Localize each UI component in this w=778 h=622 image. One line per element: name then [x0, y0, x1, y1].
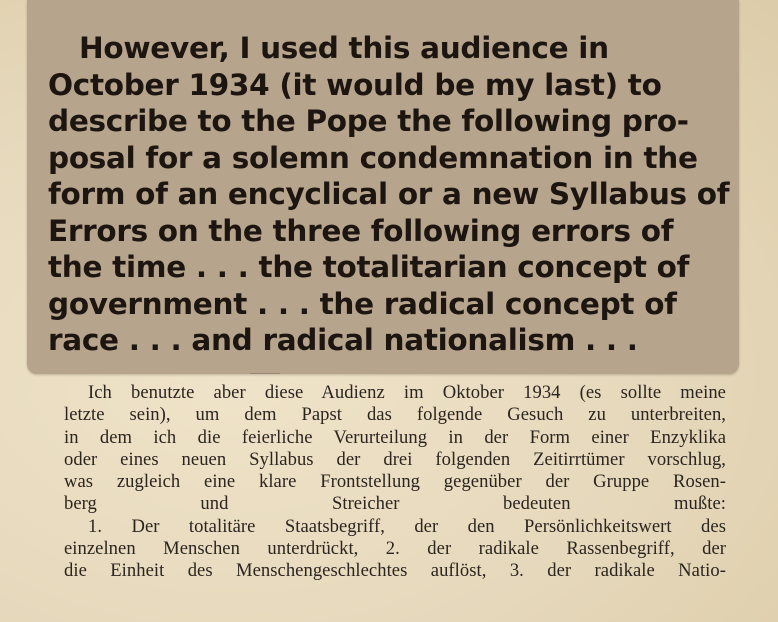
book-line: die Einheit des Menschengeschlechtes auflöst, 3. der radikale Natio- [64, 560, 726, 582]
book-line: letzte sein), um dem Papst das folgende Gesuch zu unterbreiten, [64, 404, 726, 426]
translation-quote [48, 30, 728, 359]
quote-line: October 1934 (it would be my last) to [48, 67, 662, 102]
quote-line: race . . . and radical nationalism . . . [48, 323, 638, 357]
book-line: Ich benutzte aber diese Audienz im Oktober 1934 (es sollte meine [88, 382, 726, 403]
book-line: oder eines neuen Syllabus der drei folgenden Zeitirrtümer vorschlug, [64, 448, 726, 470]
book-body-text [64, 382, 726, 583]
quote-line: posal for a solemn condemnation in the [48, 140, 698, 175]
quote-line: form of an encyclical or a new Syllabus of [48, 177, 730, 211]
book-line: berg und Streicher bedeuten mußte: [64, 493, 726, 515]
book-line: einzelnen Menschen unterdrückt, 2. der radikale Rassenbegriff, der [64, 538, 726, 560]
quote-line: describe to the Pope the following pro- [48, 104, 689, 138]
quote-line: However, I used this audience in [79, 31, 609, 65]
book-line: in dem ich die feierliche Verurteilung in der Form einer Enzyklika [64, 426, 726, 448]
partial-line-remnant [250, 373, 280, 380]
book-line: was zugleich eine klare Frontstellung gegenüber der Gruppe Rosen- [64, 471, 726, 493]
quote-line: Errors on the three following errors of [48, 213, 674, 248]
book-paragraph-1 [64, 382, 726, 516]
book-line: 1. Der totalitäre Staatsbegriff, der den Persönlichkeitswert des [88, 515, 726, 537]
book-paragraph-2 [64, 516, 726, 583]
translation-overlay-box [27, 0, 739, 374]
quote-line: the time . . . the totalitarian concept of [48, 250, 690, 284]
quote-line: government . . . the radical concept of [48, 286, 677, 321]
